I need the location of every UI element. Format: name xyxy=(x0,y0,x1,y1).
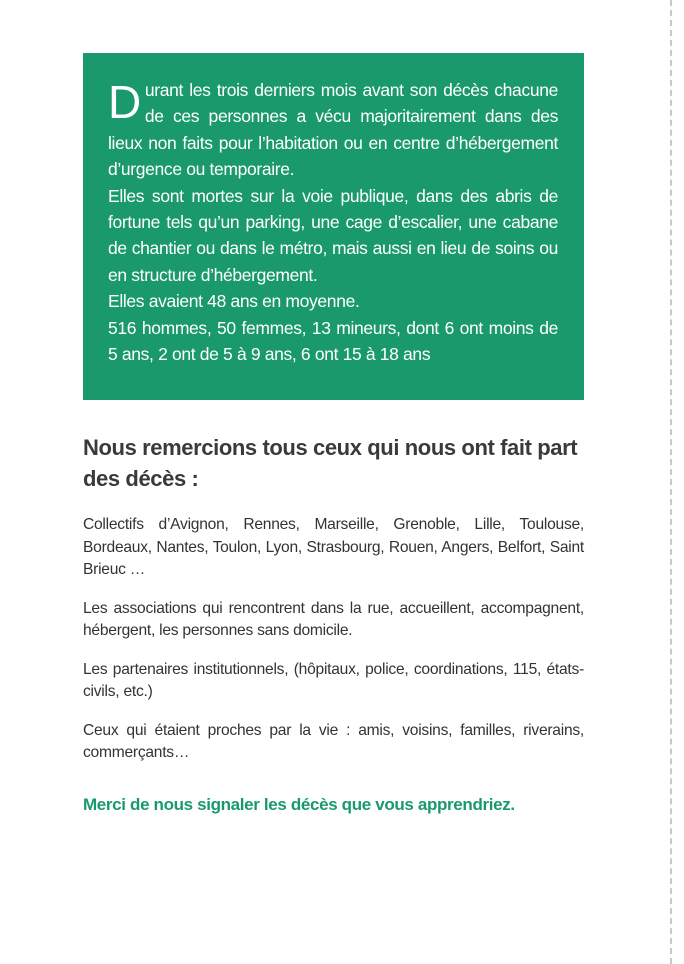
counts-paragraph: 516 hommes, 50 femmes, 13 mineurs, dont 6 ont moins de 5 ans, 2 ont de 5 à 9 ans, 6 ont 15 à 18 ans xyxy=(108,317,558,365)
thanks-section xyxy=(83,432,584,815)
drop-cap: D xyxy=(108,76,141,128)
statistics-box xyxy=(83,53,584,400)
associations-paragraph: Les associations qui rencontrent dans la rue, accueillent, accompagnent, hébergent, les personnes sans domicile. xyxy=(83,599,584,639)
intro-paragraph xyxy=(108,77,558,183)
partners-paragraph: Les partenaires institutionnels, (hôpitaux, police, coordinations, 115, états-civils, etc.) xyxy=(83,660,584,700)
intro-text: urant les trois derniers mois avant son décès chacune de ces personnes a vécu majoritairement dans des lieux non faits pour l’habitation ou en centre d’hébergement d’urgence ou temporaire. xyxy=(108,80,558,180)
fold-line xyxy=(670,0,672,964)
relatives-paragraph: Ceux qui étaient proches par la vie : amis, voisins, familles, riverains, commerçants… xyxy=(83,721,584,761)
places-paragraph: Elles sont mortes sur la voie publique, dans des abris de fortune tels qu’un parking, une cage d’escalier, une cabane de chantier ou dans le métro, mais aussi en lieu de soins ou en structure d’hébergement. xyxy=(108,185,558,285)
collectives-paragraph: Collectifs d’Avignon, Rennes, Marseille, Grenoble, Lille, Toulouse, Bordeaux, Nantes, Toulon, Lyon, Strasbourg, Rouen, Angers, Belfort, Saint Brieuc … xyxy=(83,516,584,578)
thanks-heading: Nous remercions tous ceux qui nous ont fait part des décès : xyxy=(83,435,578,491)
age-paragraph: Elles avaient 48 ans en moyenne. xyxy=(108,291,360,312)
closing-call-to-action: Merci de nous signaler les décès que vous apprendriez. xyxy=(83,794,515,814)
